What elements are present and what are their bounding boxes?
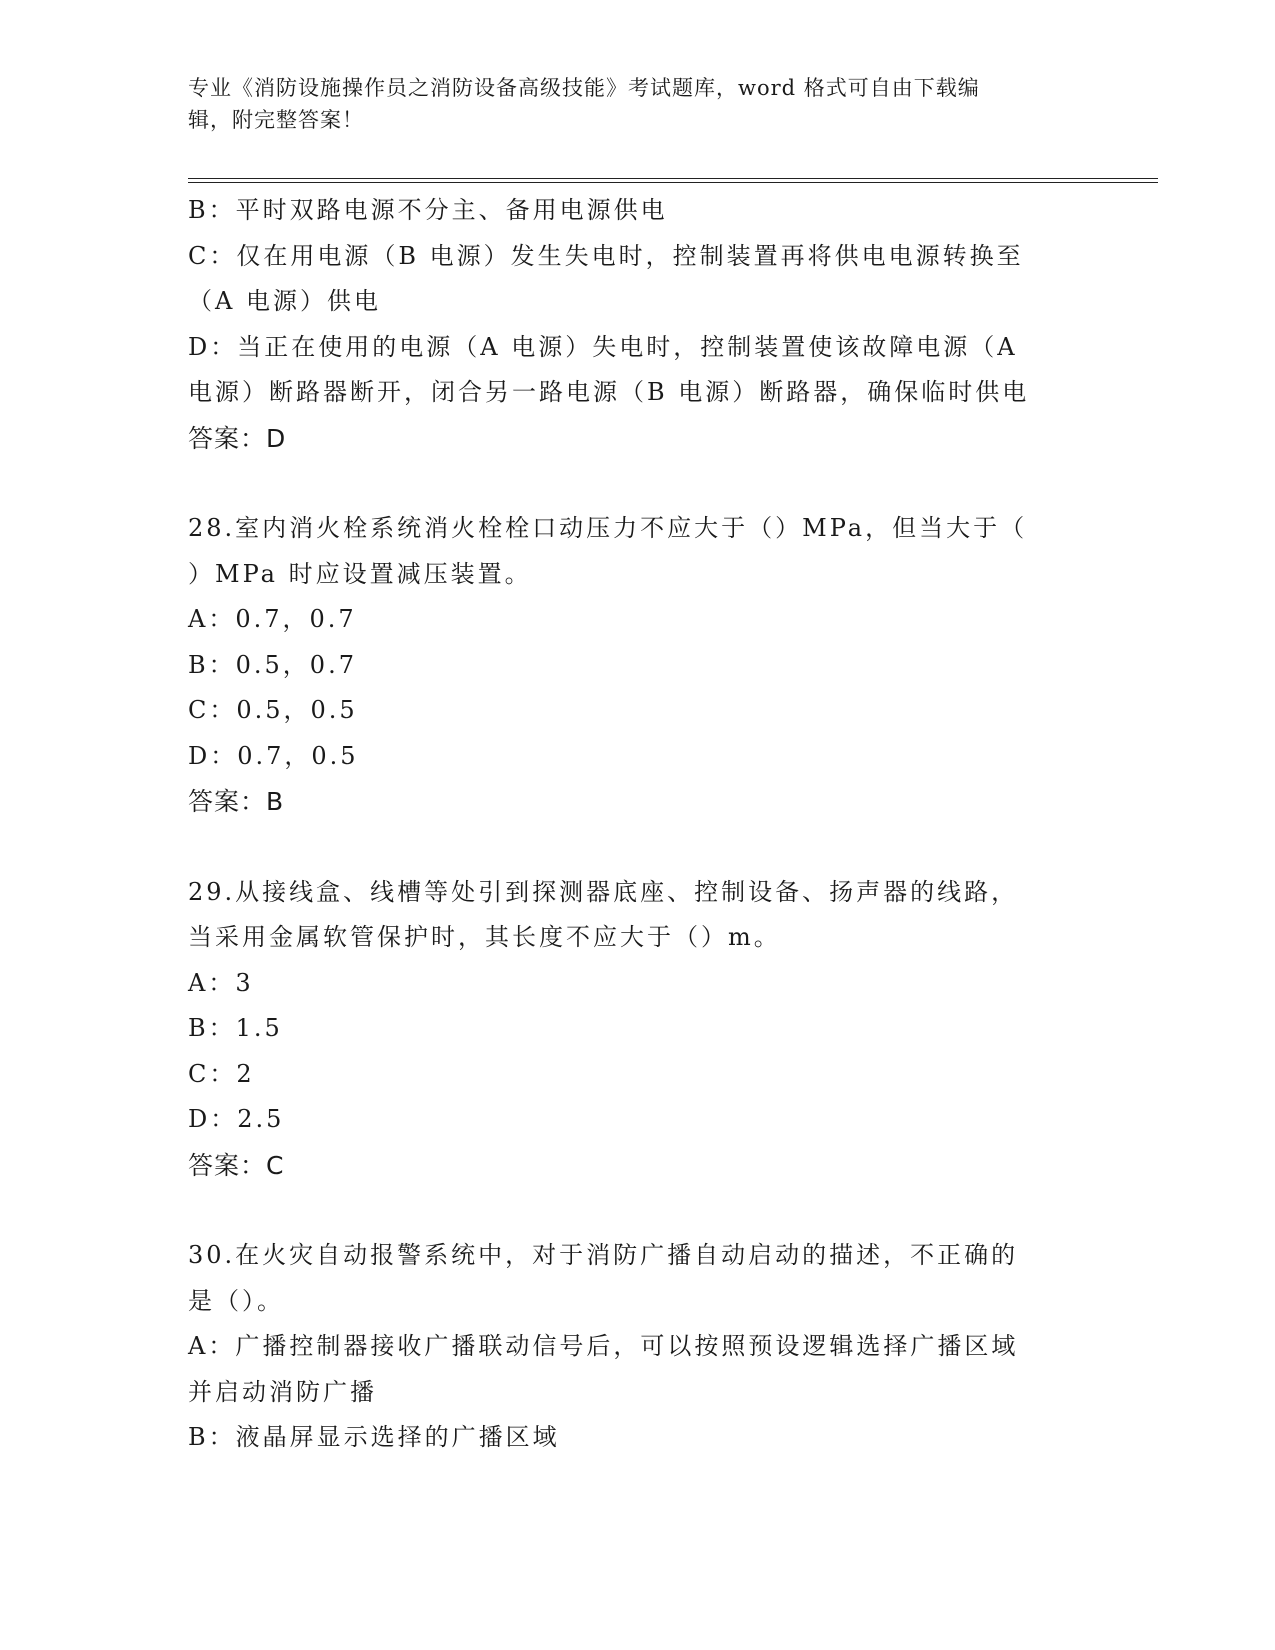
q28-option-c: C：0.5，0.5 <box>188 696 358 724</box>
header-line-2: 辑，附完整答案！ <box>188 108 364 132</box>
q29-answer: 答案：C <box>188 1150 285 1180</box>
question-29 <box>188 870 1088 1189</box>
q30-stem: 30.在火灾自动报警系统中，对于消防广播自动启动的描述，不正确的 <box>188 1241 1019 1269</box>
q27-option-d: D：当正在使用的电源（A 电源）失电时，控制装置使该故障电源（A <box>188 332 1018 361</box>
q27-option-d-cont: 电源）断路器断开，闭合另一路电源（B 电源）断路器，确保临时供电 <box>188 378 1030 406</box>
q29-stem: 29.从接线盒、线槽等处引到探测器底座、控制设备、扬声器的线路， <box>188 877 1019 906</box>
q27-option-c: C：仅在用电源（B 电源）发生失电时，控制装置再将供电电源转换至 <box>188 241 1024 270</box>
q29-option-b: B：1.5 <box>188 1014 283 1042</box>
document-header <box>188 72 1088 136</box>
q30-option-a-cont: 并启动消防广播 <box>188 1377 377 1406</box>
q28-answer: 答案：B <box>188 787 285 816</box>
q28-stem: 28.室内消火栓系统消火栓栓口动压力不应大于（）MPa，但当大于（ <box>188 514 1028 542</box>
header-line-1: 专业《消防设施操作员之消防设备高级技能》考试题库，word 格式可自由下载编 <box>188 76 980 100</box>
q28-stem-cont: ）MPa 时应设置减压装置。 <box>188 559 532 588</box>
q27-option-b: B：平时双路电源不分主、备用电源供电 <box>188 196 668 224</box>
q30-option-a: A：广播控制器接收广播联动信号后，可以按照预设逻辑选择广播区域 <box>188 1332 1019 1360</box>
header-double-rule <box>188 178 1158 183</box>
q29-option-c: C：2 <box>188 1059 255 1088</box>
q29-option-a: A：3 <box>188 968 254 997</box>
q28-option-d: D：0.7，0.5 <box>188 741 359 770</box>
document-page <box>188 0 1168 1650</box>
q27-answer: 答案：D <box>188 423 287 453</box>
q30-stem-cont: 是（）。 <box>188 1286 284 1315</box>
q29-stem-cont: 当采用金属软管保护时，其长度不应大于（）m。 <box>188 923 781 951</box>
question-list <box>188 188 1088 1461</box>
question-30 <box>188 1233 1088 1461</box>
q27-option-c-cont: （A 电源）供电 <box>188 287 381 315</box>
q30-option-b: B：液晶屏显示选择的广播区域 <box>188 1423 560 1451</box>
q28-option-b: B：0.5，0.7 <box>188 650 357 679</box>
q29-option-d: D：2.5 <box>188 1105 285 1133</box>
question-28 <box>188 506 1088 825</box>
question-27-tail <box>188 188 1088 461</box>
q28-option-a: A：0.7，0.7 <box>188 605 357 633</box>
